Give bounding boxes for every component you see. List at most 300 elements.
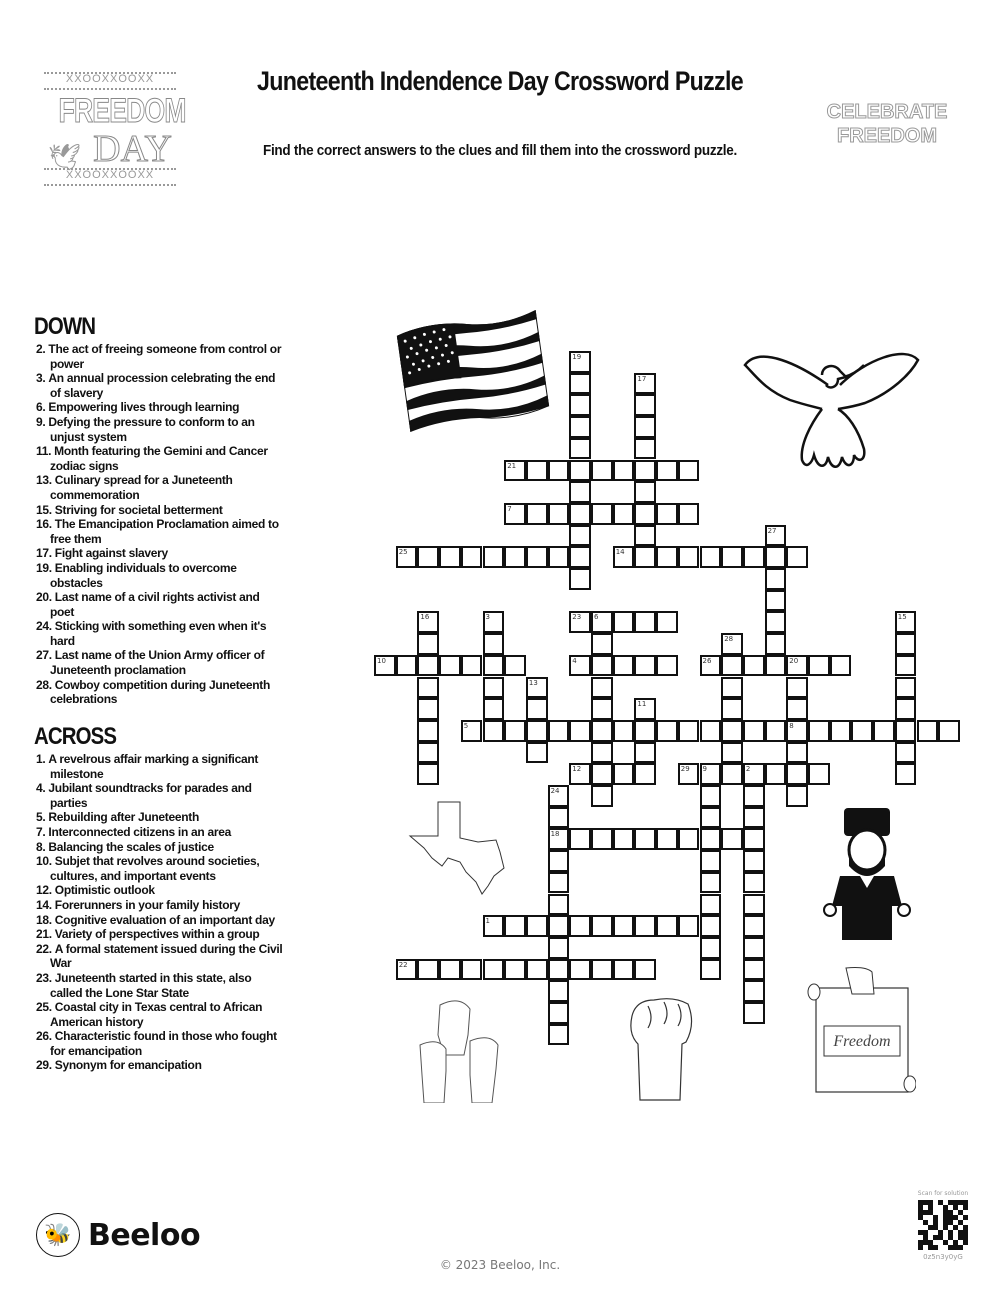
- crossword-cell[interactable]: [504, 959, 526, 981]
- crossword-cell[interactable]: [700, 785, 722, 807]
- crossword-cell[interactable]: [634, 394, 656, 416]
- crossword-cell[interactable]: [548, 872, 570, 894]
- crossword-cell[interactable]: [569, 373, 591, 395]
- crossword-cell[interactable]: [613, 503, 635, 525]
- crossword-cell[interactable]: [526, 698, 548, 720]
- crossword-cell[interactable]: [526, 503, 548, 525]
- crossword-cell[interactable]: [743, 828, 765, 850]
- crossword-cell[interactable]: [938, 720, 960, 742]
- crossword-cell[interactable]: [743, 937, 765, 959]
- crossword-cell[interactable]: [873, 720, 895, 742]
- crossword-cell[interactable]: [721, 677, 743, 699]
- crossword-cell[interactable]: [634, 373, 656, 395]
- crossword-cell[interactable]: [895, 611, 917, 633]
- crossword-cell[interactable]: [656, 611, 678, 633]
- crossword-cell[interactable]: [396, 546, 418, 568]
- crossword-cell[interactable]: [700, 894, 722, 916]
- clue-text: Interconnected citizens in an area: [48, 824, 231, 839]
- crossword-cell[interactable]: [548, 828, 570, 850]
- crossword-cell[interactable]: [591, 720, 613, 742]
- crossword-cell[interactable]: [591, 785, 613, 807]
- crossword-cell[interactable]: [569, 611, 591, 633]
- crossword-cell[interactable]: [700, 850, 722, 872]
- clue-number: 26.: [36, 1029, 52, 1044]
- down-heading: DOWN: [34, 313, 96, 340]
- crossword-cell[interactable]: [917, 720, 939, 742]
- crossword-cell[interactable]: [439, 655, 461, 677]
- clue-number: 12.: [36, 883, 52, 898]
- crossword-cell[interactable]: [526, 720, 548, 742]
- abraham-lincoln-icon: [822, 806, 912, 942]
- cell-number: 9: [702, 765, 707, 774]
- across-clue-23: [34, 971, 284, 1000]
- crossword-cell[interactable]: [700, 959, 722, 981]
- crossword-cell[interactable]: [504, 720, 526, 742]
- crossword-cell[interactable]: [634, 959, 656, 981]
- crossword-cell[interactable]: [417, 742, 439, 764]
- crossword-cell[interactable]: [483, 611, 505, 633]
- crossword-cell[interactable]: [634, 828, 656, 850]
- crossword-cell[interactable]: [743, 915, 765, 937]
- crossword-cell[interactable]: [765, 525, 787, 547]
- clue-number: 18.: [36, 912, 52, 927]
- crossword-cell[interactable]: [417, 763, 439, 785]
- crossword-cell[interactable]: [656, 655, 678, 677]
- crossword-cell[interactable]: [895, 677, 917, 699]
- crossword-cell[interactable]: [721, 720, 743, 742]
- crossword-cell[interactable]: [634, 655, 656, 677]
- crossword-cell[interactable]: [439, 959, 461, 981]
- crossword-cell[interactable]: [417, 611, 439, 633]
- clue-number: 10.: [36, 854, 52, 869]
- crossword-cell[interactable]: [569, 546, 591, 568]
- across-clue-7: [34, 825, 284, 840]
- clue-text: A revelrous affair marking a significant milestone: [48, 752, 259, 781]
- crossword-cell[interactable]: [678, 915, 700, 937]
- crossword-cell[interactable]: [548, 850, 570, 872]
- crossword-cell[interactable]: [526, 460, 548, 482]
- crossword-cell[interactable]: [656, 460, 678, 482]
- crossword-cell[interactable]: [700, 915, 722, 937]
- across-clue-list: [34, 752, 284, 1073]
- crossword-cell[interactable]: [634, 416, 656, 438]
- crossword-cell[interactable]: [700, 763, 722, 785]
- crossword-cell[interactable]: [591, 460, 613, 482]
- crossword-cell[interactable]: [743, 850, 765, 872]
- clue-number: 5.: [36, 810, 46, 825]
- crossword-cell[interactable]: [591, 763, 613, 785]
- cell-number: 16: [420, 613, 430, 622]
- across-clue-18: [34, 913, 284, 928]
- crossword-cell[interactable]: [569, 503, 591, 525]
- crossword-cell[interactable]: [461, 720, 483, 742]
- crossword-cell[interactable]: [786, 698, 808, 720]
- crossword-cell[interactable]: [483, 915, 505, 937]
- clue-text: Forerunners in your family history: [54, 897, 240, 912]
- clue-text: A formal statement issued during the Civil War: [50, 941, 283, 971]
- crossword-cell[interactable]: [613, 611, 635, 633]
- crossword-cell[interactable]: [895, 698, 917, 720]
- qr-label: Scan for solution: [917, 1190, 969, 1197]
- crossword-cell[interactable]: [721, 698, 743, 720]
- across-clue-25: [34, 1000, 284, 1029]
- crossword-cell[interactable]: [613, 460, 635, 482]
- crossword-cell[interactable]: [786, 546, 808, 568]
- crossword-cell[interactable]: [786, 763, 808, 785]
- crossword-cell[interactable]: [634, 742, 656, 764]
- clue-text: An annual procession celebrating the end of slavery: [48, 371, 276, 400]
- crossword-cell[interactable]: [504, 503, 526, 525]
- crossword-cell[interactable]: [721, 655, 743, 677]
- crossword-cell[interactable]: [656, 503, 678, 525]
- crossword-cell[interactable]: [483, 677, 505, 699]
- crossword-cell[interactable]: [591, 503, 613, 525]
- qr-code-icon[interactable]: [918, 1200, 968, 1250]
- page-title: Juneteenth Indendence Day Crossword Puzzle: [257, 66, 743, 96]
- down-clue-20: [34, 590, 284, 619]
- cell-number: 7: [507, 504, 512, 513]
- crossword-cell[interactable]: [634, 481, 656, 503]
- crossword-cell[interactable]: [743, 785, 765, 807]
- dove-icon: [740, 345, 922, 475]
- clue-text: Subjet that revolves around societies, cultures, and important events: [50, 854, 260, 883]
- crossword-cell[interactable]: [483, 655, 505, 677]
- crossword-cell[interactable]: [417, 655, 439, 677]
- down-clue-11: [34, 444, 284, 473]
- crossword-cell[interactable]: [417, 959, 439, 981]
- crossword-cell[interactable]: [417, 698, 439, 720]
- crossword-cell[interactable]: [700, 937, 722, 959]
- crossword-cell[interactable]: [656, 915, 678, 937]
- across-clue-14: [34, 898, 284, 913]
- celebrate-freedom-badge: [820, 100, 954, 148]
- cell-number: 13: [528, 678, 538, 687]
- down-clues: [34, 314, 284, 707]
- crossword-cell[interactable]: [504, 915, 526, 937]
- crossword-cell[interactable]: [569, 481, 591, 503]
- clue-text: Cognitive evaluation of an important day: [54, 912, 275, 927]
- crossword-cell[interactable]: [721, 742, 743, 764]
- down-clue-24: [34, 619, 284, 648]
- crossword-cell[interactable]: [613, 655, 635, 677]
- crossword-cell[interactable]: [548, 785, 570, 807]
- crossword-cell[interactable]: [591, 677, 613, 699]
- crossword-cell[interactable]: [548, 894, 570, 916]
- cell-number: 3: [485, 613, 490, 622]
- down-clue-6: [34, 400, 284, 415]
- crossword-cell[interactable]: [591, 655, 613, 677]
- cell-number: 26: [702, 656, 712, 665]
- crossword-cell[interactable]: [700, 655, 722, 677]
- crossword-cell[interactable]: [634, 438, 656, 460]
- crossword-cell[interactable]: [548, 1002, 570, 1024]
- crossword-cell[interactable]: [656, 546, 678, 568]
- crossword-cell[interactable]: [461, 959, 483, 981]
- cell-number: 21: [507, 461, 517, 470]
- clue-text: Month featuring the Gemini and Cancer zodiac signs: [50, 444, 268, 473]
- crossword-cell[interactable]: [569, 959, 591, 981]
- crossword-cell[interactable]: [743, 655, 765, 677]
- cell-number: 10: [377, 656, 386, 665]
- crossword-cell[interactable]: [461, 546, 483, 568]
- crossword-cell[interactable]: [569, 416, 591, 438]
- crossword-cell[interactable]: [548, 980, 570, 1002]
- crossword-cell[interactable]: [895, 655, 917, 677]
- crossword-cell[interactable]: [483, 698, 505, 720]
- crossword-cell[interactable]: [895, 742, 917, 764]
- crossword-cell[interactable]: [613, 915, 635, 937]
- crossword-cell[interactable]: [613, 959, 635, 981]
- crossword-cell[interactable]: [765, 655, 787, 677]
- clue-text: Jubilant soundtracks for parades and parties: [48, 781, 252, 810]
- crossword-cell[interactable]: [417, 633, 439, 655]
- crossword-cell[interactable]: [721, 828, 743, 850]
- crossword-cell[interactable]: [634, 763, 656, 785]
- crossword-cell[interactable]: [634, 611, 656, 633]
- crossword-cell[interactable]: [743, 894, 765, 916]
- crossword-cell[interactable]: [743, 980, 765, 1002]
- crossword-cell[interactable]: [591, 828, 613, 850]
- crossword-cell[interactable]: [591, 959, 613, 981]
- crossword-cell[interactable]: [830, 720, 852, 742]
- crossword-cell[interactable]: [548, 546, 570, 568]
- crossword-cell[interactable]: [721, 546, 743, 568]
- across-clue-29: [34, 1058, 284, 1073]
- crossword-cell[interactable]: [851, 720, 873, 742]
- crossword-cell[interactable]: [548, 503, 570, 525]
- crossword-cell[interactable]: [678, 763, 700, 785]
- clue-text: Juneteenth started in this state, also called the Lone Star State: [50, 970, 252, 1000]
- crossword-cell[interactable]: [765, 763, 787, 785]
- bee-icon: 🐝: [36, 1213, 80, 1257]
- clue-text: Last name of a civil rights activist and poet: [50, 590, 260, 619]
- crossword-cell[interactable]: [895, 633, 917, 655]
- crossword-cell[interactable]: [569, 351, 591, 373]
- clue-number: 22.: [36, 941, 52, 956]
- crossword-cell[interactable]: [526, 677, 548, 699]
- crossword-cell[interactable]: [569, 720, 591, 742]
- crossword-cell[interactable]: [591, 698, 613, 720]
- crossword-cell[interactable]: [656, 720, 678, 742]
- badge-celebrate-text: CELEBRATE: [826, 101, 948, 123]
- crossword-cell[interactable]: [417, 720, 439, 742]
- down-clue-2: [34, 342, 284, 371]
- crossword-cell[interactable]: [548, 460, 570, 482]
- crossword-cell[interactable]: [700, 807, 722, 829]
- crossword-cell[interactable]: [678, 503, 700, 525]
- crossword-cell[interactable]: [483, 633, 505, 655]
- cell-number: 11: [637, 700, 647, 709]
- crossword-cell[interactable]: [743, 807, 765, 829]
- crossword-cell[interactable]: [786, 742, 808, 764]
- cell-number: 14: [615, 548, 625, 557]
- crossword-cell[interactable]: [656, 828, 678, 850]
- clue-number: 17.: [36, 546, 52, 561]
- crossword-cell[interactable]: [548, 807, 570, 829]
- crossword-cell[interactable]: [483, 546, 505, 568]
- crossword-cell[interactable]: [700, 546, 722, 568]
- crossword-cell[interactable]: [743, 763, 765, 785]
- crossword-cell[interactable]: [613, 828, 635, 850]
- crossword-cell[interactable]: [526, 915, 548, 937]
- crossword-cell[interactable]: [591, 633, 613, 655]
- crossword-cell[interactable]: [548, 959, 570, 981]
- crossword-cell[interactable]: [634, 698, 656, 720]
- clue-number: 25.: [36, 1000, 52, 1015]
- american-flag-icon: [391, 306, 555, 436]
- clue-text: Rebuilding after Juneteenth: [48, 810, 199, 825]
- across-clues: [34, 724, 284, 1073]
- crossword-cell[interactable]: [634, 460, 656, 482]
- crossword-cell[interactable]: [743, 546, 765, 568]
- crossword-cell[interactable]: [591, 742, 613, 764]
- texas-outline-icon: [408, 796, 518, 896]
- clue-number: 3.: [36, 371, 46, 386]
- crossword-cell[interactable]: [634, 503, 656, 525]
- crossword-cell[interactable]: [700, 720, 722, 742]
- crossword-cell[interactable]: [569, 394, 591, 416]
- copyright: © 2023 Beeloo, Inc.: [439, 1258, 561, 1272]
- crossword-cell[interactable]: [483, 720, 505, 742]
- solution-qr[interactable]: [912, 1190, 974, 1261]
- crossword-cell[interactable]: [613, 546, 635, 568]
- crossword-cell[interactable]: [634, 546, 656, 568]
- crossword-cell[interactable]: [743, 959, 765, 981]
- down-clue-15: [34, 503, 284, 518]
- crossword-cell[interactable]: [569, 568, 591, 590]
- across-clue-12: [34, 883, 284, 898]
- crossword-cell[interactable]: [895, 720, 917, 742]
- crossword-cell[interactable]: [504, 655, 526, 677]
- clue-number: 28.: [36, 677, 52, 692]
- crossword-cell[interactable]: [613, 763, 635, 785]
- crossword-cell[interactable]: [700, 828, 722, 850]
- clue-text: Balancing the scales of justice: [48, 839, 214, 854]
- across-clue-8: [34, 840, 284, 855]
- across-clue-1: [34, 752, 284, 781]
- clue-number: 2.: [36, 342, 46, 356]
- crossword-cell[interactable]: [461, 655, 483, 677]
- cell-number: 5: [463, 721, 469, 730]
- crossword-cell[interactable]: [765, 546, 787, 568]
- crossword-cell[interactable]: [439, 546, 461, 568]
- down-clue-9: [34, 415, 284, 444]
- crossword-cell[interactable]: [634, 720, 656, 742]
- crossword-cell[interactable]: [895, 763, 917, 785]
- crossword-cell[interactable]: [765, 568, 787, 590]
- crossword-cell[interactable]: [374, 655, 396, 677]
- clue-text: Fight against slavery: [54, 546, 168, 561]
- crossword-cell[interactable]: [417, 677, 439, 699]
- crossword-cell[interactable]: [591, 915, 613, 937]
- clue-number: 11.: [36, 444, 52, 459]
- crossword-cell[interactable]: [678, 546, 700, 568]
- crossword-cell[interactable]: [678, 828, 700, 850]
- crossword-cell[interactable]: [678, 460, 700, 482]
- crossword-cell[interactable]: [504, 460, 526, 482]
- raised-fists-icon: [410, 995, 520, 1103]
- crossword-cell[interactable]: [634, 525, 656, 547]
- crossword-cell[interactable]: [721, 633, 743, 655]
- crossword-cell[interactable]: [569, 915, 591, 937]
- crossword-cell[interactable]: [765, 590, 787, 612]
- crossword-cell[interactable]: [569, 828, 591, 850]
- crossword-cell[interactable]: [743, 1002, 765, 1024]
- down-clue-28: [34, 678, 284, 707]
- crossword-cell[interactable]: [765, 611, 787, 633]
- crossword-cell[interactable]: [569, 460, 591, 482]
- crossword-cell[interactable]: [548, 937, 570, 959]
- crossword-cell[interactable]: [786, 677, 808, 699]
- across-clue-26: [34, 1029, 284, 1058]
- crossword-cell[interactable]: [548, 1024, 570, 1046]
- down-clue-13: [34, 473, 284, 502]
- crossword-cell[interactable]: [808, 720, 830, 742]
- crossword-cell[interactable]: [743, 720, 765, 742]
- crossword-cell[interactable]: [569, 655, 591, 677]
- crossword-cell[interactable]: [548, 915, 570, 937]
- crossword-cell[interactable]: [526, 546, 548, 568]
- crossword-cell[interactable]: [786, 720, 808, 742]
- crossword-cell[interactable]: [569, 525, 591, 547]
- crossword-cell[interactable]: [700, 872, 722, 894]
- crossword-cell[interactable]: [786, 655, 808, 677]
- crossword-cell[interactable]: [830, 655, 852, 677]
- decorative-band-bottom: XXOOXXOOXX: [44, 168, 176, 186]
- clue-text: Coastal city in Texas central to African American history: [50, 1000, 263, 1029]
- scroll-text: Freedom: [833, 1033, 891, 1050]
- crossword-cell[interactable]: [613, 720, 635, 742]
- clue-number: 7.: [36, 824, 46, 839]
- crossword-cell[interactable]: [591, 611, 613, 633]
- crossword-cell[interactable]: [526, 959, 548, 981]
- crossword-cell[interactable]: [743, 872, 765, 894]
- clue-number: 27.: [36, 648, 52, 663]
- crossword-cell[interactable]: [569, 763, 591, 785]
- cell-number: 27: [767, 526, 777, 535]
- crossword-cell[interactable]: [504, 546, 526, 568]
- crossword-cell[interactable]: [721, 763, 743, 785]
- crossword-cell[interactable]: [548, 720, 570, 742]
- cell-number: 24: [550, 787, 560, 795]
- crossword-cell[interactable]: [396, 655, 418, 677]
- clue-number: 9.: [36, 414, 46, 429]
- crossword-cell[interactable]: [786, 785, 808, 807]
- decorative-band-top: XXOOXXOOXX: [44, 72, 176, 90]
- crossword-cell[interactable]: [765, 633, 787, 655]
- crossword-cell[interactable]: [569, 438, 591, 460]
- cell-number: 23: [572, 613, 582, 622]
- clue-text: The act of freeing someone from control or power: [48, 342, 282, 371]
- crossword-cell[interactable]: [526, 742, 548, 764]
- clue-text: Empowering lives through learning: [48, 400, 240, 415]
- crossword-cell[interactable]: [483, 959, 505, 981]
- crossword-cell[interactable]: [396, 959, 418, 981]
- across-clue-4: [34, 781, 284, 810]
- crossword-cell[interactable]: [417, 546, 439, 568]
- crossword-cell[interactable]: [765, 720, 787, 742]
- badge-freedom-text: FREEDOM: [58, 92, 186, 130]
- clue-text: The Emancipation Proclamation aimed to free them: [50, 517, 279, 546]
- raised-fist-icon: [624, 994, 696, 1102]
- crossword-cell[interactable]: [808, 655, 830, 677]
- cell-number: 4: [572, 656, 577, 665]
- crossword-cell[interactable]: [678, 720, 700, 742]
- crossword-cell[interactable]: [634, 915, 656, 937]
- crossword-cell[interactable]: [808, 763, 830, 785]
- across-clue-21: [34, 927, 284, 942]
- clue-text: Last name of the Union Army officer of Juneteenth proclamation: [50, 648, 265, 678]
